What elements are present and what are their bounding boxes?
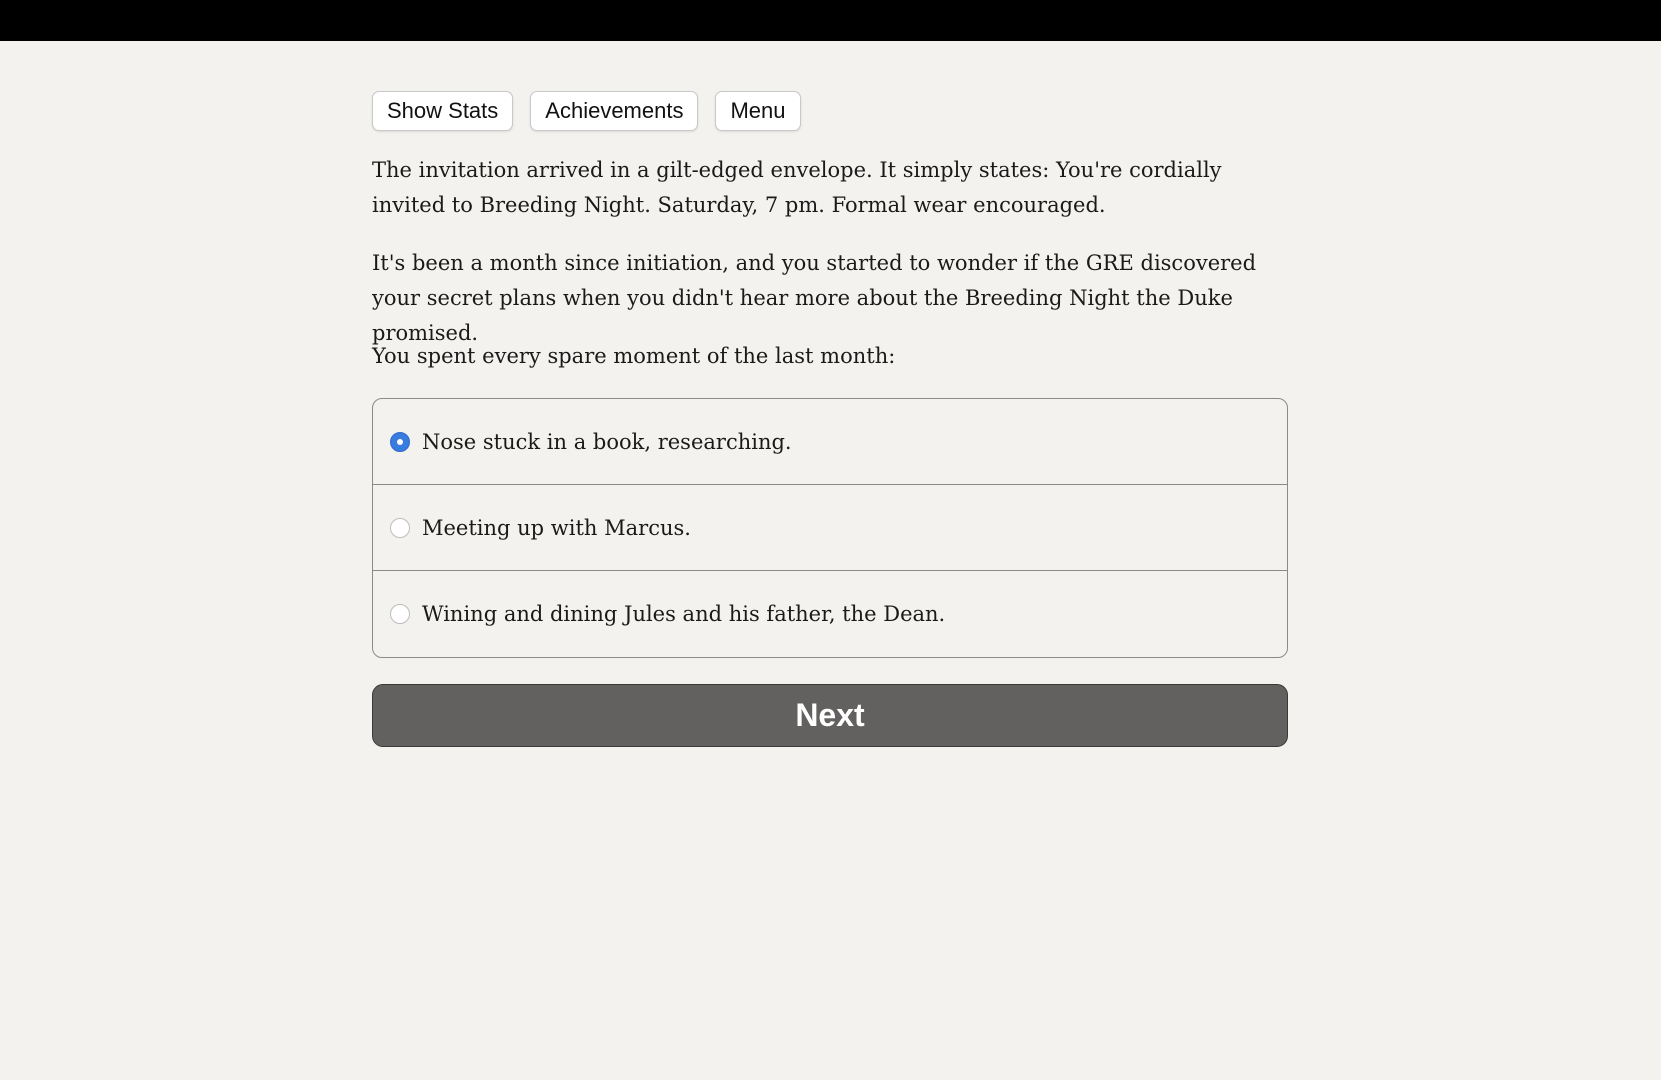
choice-label: Meeting up with Marcus. — [422, 515, 691, 540]
choice-option-jules[interactable] — [373, 571, 1287, 657]
radio-selected-icon[interactable] — [390, 432, 410, 452]
story-paragraph: The invitation arrived in a gilt-edged envelope. It simply states: You're cordially invited to Breeding Night. Saturday, 7 pm. Formal wear encouraged. — [372, 158, 1222, 217]
menu-button[interactable]: Menu — [715, 91, 800, 131]
choice-option-research[interactable] — [373, 399, 1287, 485]
choice-list — [372, 398, 1288, 658]
radio-unselected-icon[interactable] — [390, 604, 410, 624]
show-stats-button[interactable]: Show Stats — [372, 91, 513, 131]
choice-label: Nose stuck in a book, researching. — [422, 429, 792, 454]
top-bar — [0, 0, 1661, 41]
next-button[interactable]: Next — [372, 684, 1288, 747]
story-paragraph: It's been a month since initiation, and you started to wonder if the GRE discovered your secret plans when you didn't hear more about the Breeding Night the Duke promised. — [372, 251, 1257, 345]
choice-prompt: You spent every spare moment of the last month: — [372, 344, 896, 368]
game-content — [372, 91, 1288, 733]
choice-label: Wining and dining Jules and his father, the Dean. — [422, 602, 946, 626]
choice-option-marcus[interactable] — [373, 485, 1287, 571]
achievements-button[interactable]: Achievements — [530, 91, 698, 131]
toolbar — [372, 91, 1288, 129]
radio-unselected-icon[interactable] — [390, 518, 410, 538]
